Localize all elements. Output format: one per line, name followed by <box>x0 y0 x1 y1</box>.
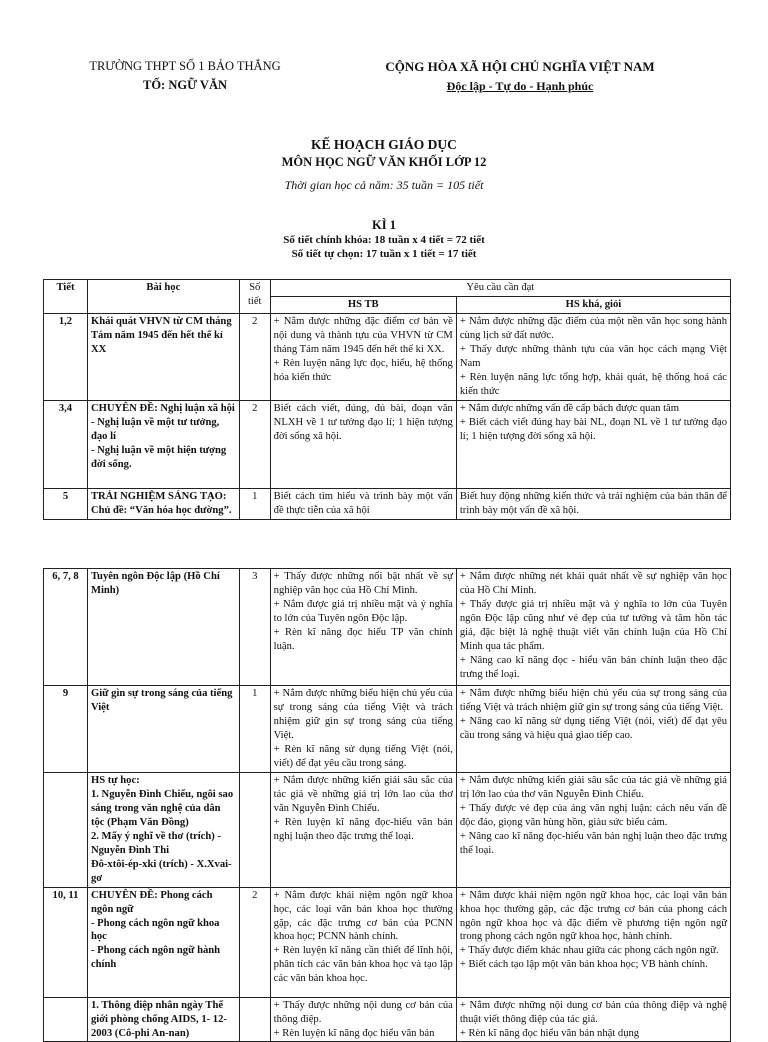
avg-requirement-cell <box>270 400 456 488</box>
table-row <box>44 400 731 488</box>
good-requirement-cell <box>456 569 730 686</box>
period-cell: 10, 11 <box>44 887 88 997</box>
count-cell: 1 <box>239 686 270 773</box>
count-cell <box>239 772 270 887</box>
requirement-line: + Rèn kĩ năng đọc hiểu TP văn chính luận. <box>273 626 453 652</box>
department-name: TỐ: NGỮ VĂN <box>142 78 228 92</box>
requirement-line: + Thấy được những thành tựu của văn học cách mạng Việt Nam <box>459 343 727 369</box>
requirement-line: + Thấy được giá trị nhiều mặt và ý nghĩa to lớn của Tuyên ngôn Độc lập cũng như vẻ đẹp của tư tưởng và tâm hồn tác giả, đặc biệt là nghệ thuật viết văn chính luận của Hồ Chí Minh qua tác phẩm. <box>459 598 727 652</box>
requirement-line: + Thấy được vẻ đẹp của áng văn nghị luận: cách nêu vấn đề độc đáo, giọng văn hùng hồn, giàu sức biểu cảm. <box>459 802 727 828</box>
lesson-cell <box>87 313 239 400</box>
lesson-line: Tuyên ngôn Độc lập (Hồ Chí Minh) <box>90 571 220 596</box>
lesson-line: CHUYÊN ĐỀ: Nghị luận xã hội <box>90 402 235 414</box>
requirement-line: + Nắm được những kiến giải sâu sắc của tác giả về những giá trị lớn lao của thơ văn Nguyễn Đình Chiểu. <box>273 774 453 814</box>
lesson-line: Khái quát VHVN từ CM tháng Tám năm 1945 đến hết thế kỉ XX <box>90 315 232 355</box>
table-row <box>44 488 731 519</box>
lesson-line: - Phong cách ngôn ngữ hành chính <box>90 945 221 971</box>
col-period-header: Tiết <box>44 280 88 314</box>
avg-requirement-cell <box>270 569 456 686</box>
motto-text: Độc lập - Tự do - Hạnh phúc <box>446 79 594 93</box>
requirement-line: Biết huy động những kiến thức và trải nghiệm của bản thân để trình bày một vấn đề xã hội. <box>459 490 727 516</box>
lesson-cell <box>87 686 239 773</box>
lesson-table-2 <box>43 568 731 1042</box>
lesson-cell <box>87 488 239 519</box>
lesson-cell <box>87 400 239 488</box>
requirement-line: + Nắm được những biểu hiện chủ yếu của sự trong sáng của tiếng Việt và trách nhiệm giữ gìn sự trong sáng của tiếng Việt. <box>459 688 727 713</box>
period-cell: 9 <box>44 686 88 773</box>
good-requirement-cell <box>456 997 730 1042</box>
good-requirement-cell <box>456 686 730 773</box>
elective-periods: Số tiết tự chọn: 17 tuần x 1 tiết = 17 tiết <box>291 248 477 260</box>
avg-requirement-cell <box>270 887 456 997</box>
lesson-line: 1. Thông điệp nhân ngày Thế giới phòng chống AIDS, 1- 12-2003 (Cô-phi An-nan) <box>90 999 227 1039</box>
requirement-line: + Nắm được khái niệm ngôn ngữ khoa học, các loại văn bản khoa học thường gặp, các đặc trưng cơ bản của phong cách ngôn ngữ khoa học và đặc điểm về phương tiện ngôn ngữ trong phong cách ngôn ngữ khoa học, hành chính. <box>459 889 727 943</box>
requirement-line: + Thấy được những nội dung cơ bản của thông điệp. <box>273 999 453 1025</box>
lesson-cell <box>87 997 239 1042</box>
requirement-line: + Nắm được giá trị nhiều mặt và ý nghĩa to lớn của Tuyên ngôn Độc lập. <box>273 598 453 624</box>
period-cell <box>44 772 88 887</box>
requirement-line: Biết cách tìm hiểu và trình bày một vấn đề thực tiễn của xã hội <box>273 490 453 516</box>
lesson-line: Đô-xtôi-ép-xki (trích) - X.Xvai-gơ <box>90 858 232 884</box>
good-requirement-cell <box>456 313 730 400</box>
avg-requirement-cell <box>270 997 456 1042</box>
requirement-line: + Rèn kĩ năng đọc hiểu văn bản nhật dụng <box>459 1027 640 1039</box>
requirement-line: + Biết cách tạo lập một văn bản khoa học; VB hành chính. <box>459 959 708 971</box>
requirement-line: + Nắm được những đặc điểm cơ bản về nội dung và thành tựu của VHVN từ CM tháng Tám năm 1945 đến hết thế kỉ XX. <box>273 315 453 355</box>
school-name: TRƯỜNG THPT SỐ 1 BẢO THẮNG <box>89 59 281 73</box>
lesson-line: Giữ gìn sự trong sáng của tiếng Việt <box>90 688 233 713</box>
lesson-line: Chủ đề: “Văn hóa học đường”. <box>90 504 232 516</box>
count-cell: 2 <box>239 313 270 400</box>
lesson-table-1 <box>43 279 731 520</box>
avg-requirement-cell <box>270 488 456 519</box>
requirement-line: + Biết cách viết đúng hay bài NL, đoạn NL về 1 tư tưởng đạo lí; 1 hiện tượng đời sống xã hội. <box>459 416 727 442</box>
good-requirement-cell <box>456 488 730 519</box>
table-row <box>44 997 731 1042</box>
count-cell <box>239 997 270 1042</box>
requirement-line: + Nắm được những kiến giải sâu sắc của tác giả về những giá trị lớn lao của thơ văn Nguyễn Đình Chiểu. <box>459 774 727 800</box>
requirement-line: + Rèn kĩ năng sử dụng tiếng Việt (nói, viết) để đạt yêu cầu trong sáng. <box>273 743 453 769</box>
good-requirement-cell <box>456 887 730 997</box>
requirement-line: + Rèn luyện kĩ năng cần thiết để lĩnh hội, phân tích các văn bản khoa học và tạo lập các văn bản khoa học. <box>273 945 453 985</box>
requirement-line: + Nâng cao kĩ năng đọc-hiểu văn bản nghị luận theo đặc trưng thể loại. <box>459 830 727 856</box>
col-good-header: HS khá, giỏi <box>456 296 730 313</box>
lesson-line: - Nghị luận về một hiện tượng đời sống. <box>90 444 227 470</box>
lesson-line: - Phong cách ngôn ngữ khoa học <box>90 917 220 943</box>
count-cell: 3 <box>239 569 270 686</box>
term-title: KÌ 1 <box>372 218 396 232</box>
requirement-line: + Rèn luyện kĩ năng đọc hiểu văn bản <box>273 1027 435 1039</box>
good-requirement-cell <box>456 772 730 887</box>
requirement-line: + Thấy được những nổi bật nhất về sự nghiệp văn học của Hồ Chí Minh. <box>273 571 453 596</box>
period-cell: 1,2 <box>44 313 88 400</box>
plan-title: KẾ HOẠCH GIÁO DỤC <box>311 137 457 152</box>
period-cell: 5 <box>44 488 88 519</box>
requirement-line: + Nâng cao kĩ năng sử dụng tiếng Việt (nói, viết) để đạt yêu cầu trong sáng và hiệu quả giao tiếp cao. <box>459 715 727 741</box>
requirement-line: + Nắm được những biểu hiện chủ yếu của sự trong sáng của tiếng Việt và trách nhiệm giữ gìn sự trong sáng của tiếng Việt. <box>273 688 453 741</box>
requirement-line: + Thấy được điểm khác nhau giữa các phong cách ngôn ngữ. <box>459 945 719 957</box>
nation-title: CỘNG HÒA XÃ HỘI CHỦ NGHĨA VIỆT NAM <box>385 59 655 74</box>
lesson-cell <box>87 772 239 887</box>
col-avg-header: HS TB <box>270 296 456 313</box>
table-row <box>44 686 731 773</box>
requirement-line: Biết cách viết, đúng, đủ bài, đoạn văn NLXH về 1 tư tưởng đạo lí; 1 hiện tượng đời sống xã hội. <box>273 402 453 442</box>
table-row <box>44 887 731 997</box>
lesson-line: - Nghị luận về một tư tưởng, đạo lí <box>90 416 220 442</box>
period-cell: 3,4 <box>44 400 88 488</box>
core-periods: Số tiết chính khóa: 18 tuần x 4 tiết = 72 tiết <box>283 234 485 246</box>
duration-text: Thời gian học cả năm: 35 tuần = 105 tiết <box>284 178 484 192</box>
avg-requirement-cell <box>270 686 456 773</box>
col-count-header: Số tiết <box>239 280 270 314</box>
count-cell: 1 <box>239 488 270 519</box>
table-row <box>44 772 731 887</box>
requirement-line: + Nắm được những nét khái quát nhất về sự nghiệp văn học của Hồ Chí Minh. <box>459 571 727 596</box>
table-row <box>44 569 731 686</box>
lesson-cell <box>87 887 239 997</box>
lesson-cell <box>87 569 239 686</box>
lesson-line: 2. Mấy ý nghĩ về thơ (trích) - Nguyễn Đình Thi <box>90 830 221 856</box>
col-requirements-header: Yêu cầu cần đạt <box>270 280 730 297</box>
requirement-line: + Rèn luyện năng lực đọc, hiểu, hệ thống hóa kiến thức <box>273 357 453 383</box>
lesson-line: TRẢI NGHIỆM SÁNG TẠO: <box>90 490 227 502</box>
lesson-line: HS tự học: <box>90 774 140 786</box>
avg-requirement-cell <box>270 772 456 887</box>
requirement-line: + Nâng cao kĩ năng đọc - hiểu văn bản chính luận theo đặc trưng thể loại. <box>459 654 727 680</box>
good-requirement-cell <box>456 400 730 488</box>
count-cell: 2 <box>239 887 270 997</box>
requirement-line: + Rèn luyện năng lực tổng hợp, khái quát, hệ thống hoá các kiến thức <box>459 371 727 397</box>
national-motto <box>370 79 670 94</box>
avg-requirement-cell <box>270 313 456 400</box>
period-cell: 6, 7, 8 <box>44 569 88 686</box>
period-cell <box>44 997 88 1042</box>
table-row <box>44 313 731 400</box>
requirement-line: + Rèn luyện kĩ năng đọc-hiểu văn bản nghị luận theo đặc trưng thể loại. <box>273 816 453 842</box>
lesson-line: 1. Nguyễn Đình Chiểu, ngôi sao sáng trong văn nghệ của dân tộc (Phạm Văn Đồng) <box>90 788 234 828</box>
requirement-line: + Nắm được những vấn đề cấp bách được quan tâm <box>459 402 679 414</box>
requirement-line: + Nắm được khái niệm ngôn ngữ khoa học, các loại văn bản khoa học thường gặp, các đặc trưng cơ bản của PCNN khoa học; PCNN hành chính. <box>273 889 453 943</box>
lesson-line: CHUYÊN ĐỀ: Phong cách ngôn ngữ <box>90 889 213 915</box>
col-lesson-header: Bài học <box>87 280 239 314</box>
count-cell: 2 <box>239 400 270 488</box>
requirement-line: + Nắm được những đặc điểm của một nền văn học song hành cùng lịch sử đất nước. <box>459 315 727 341</box>
subject-title: MÔN HỌC NGỮ VĂN KHỐI LỚP 12 <box>281 155 487 169</box>
requirement-line: + Nắm được những nội dung cơ bản của thông điệp và nghệ thuật viết thông điệp của tác giả. <box>459 999 727 1025</box>
